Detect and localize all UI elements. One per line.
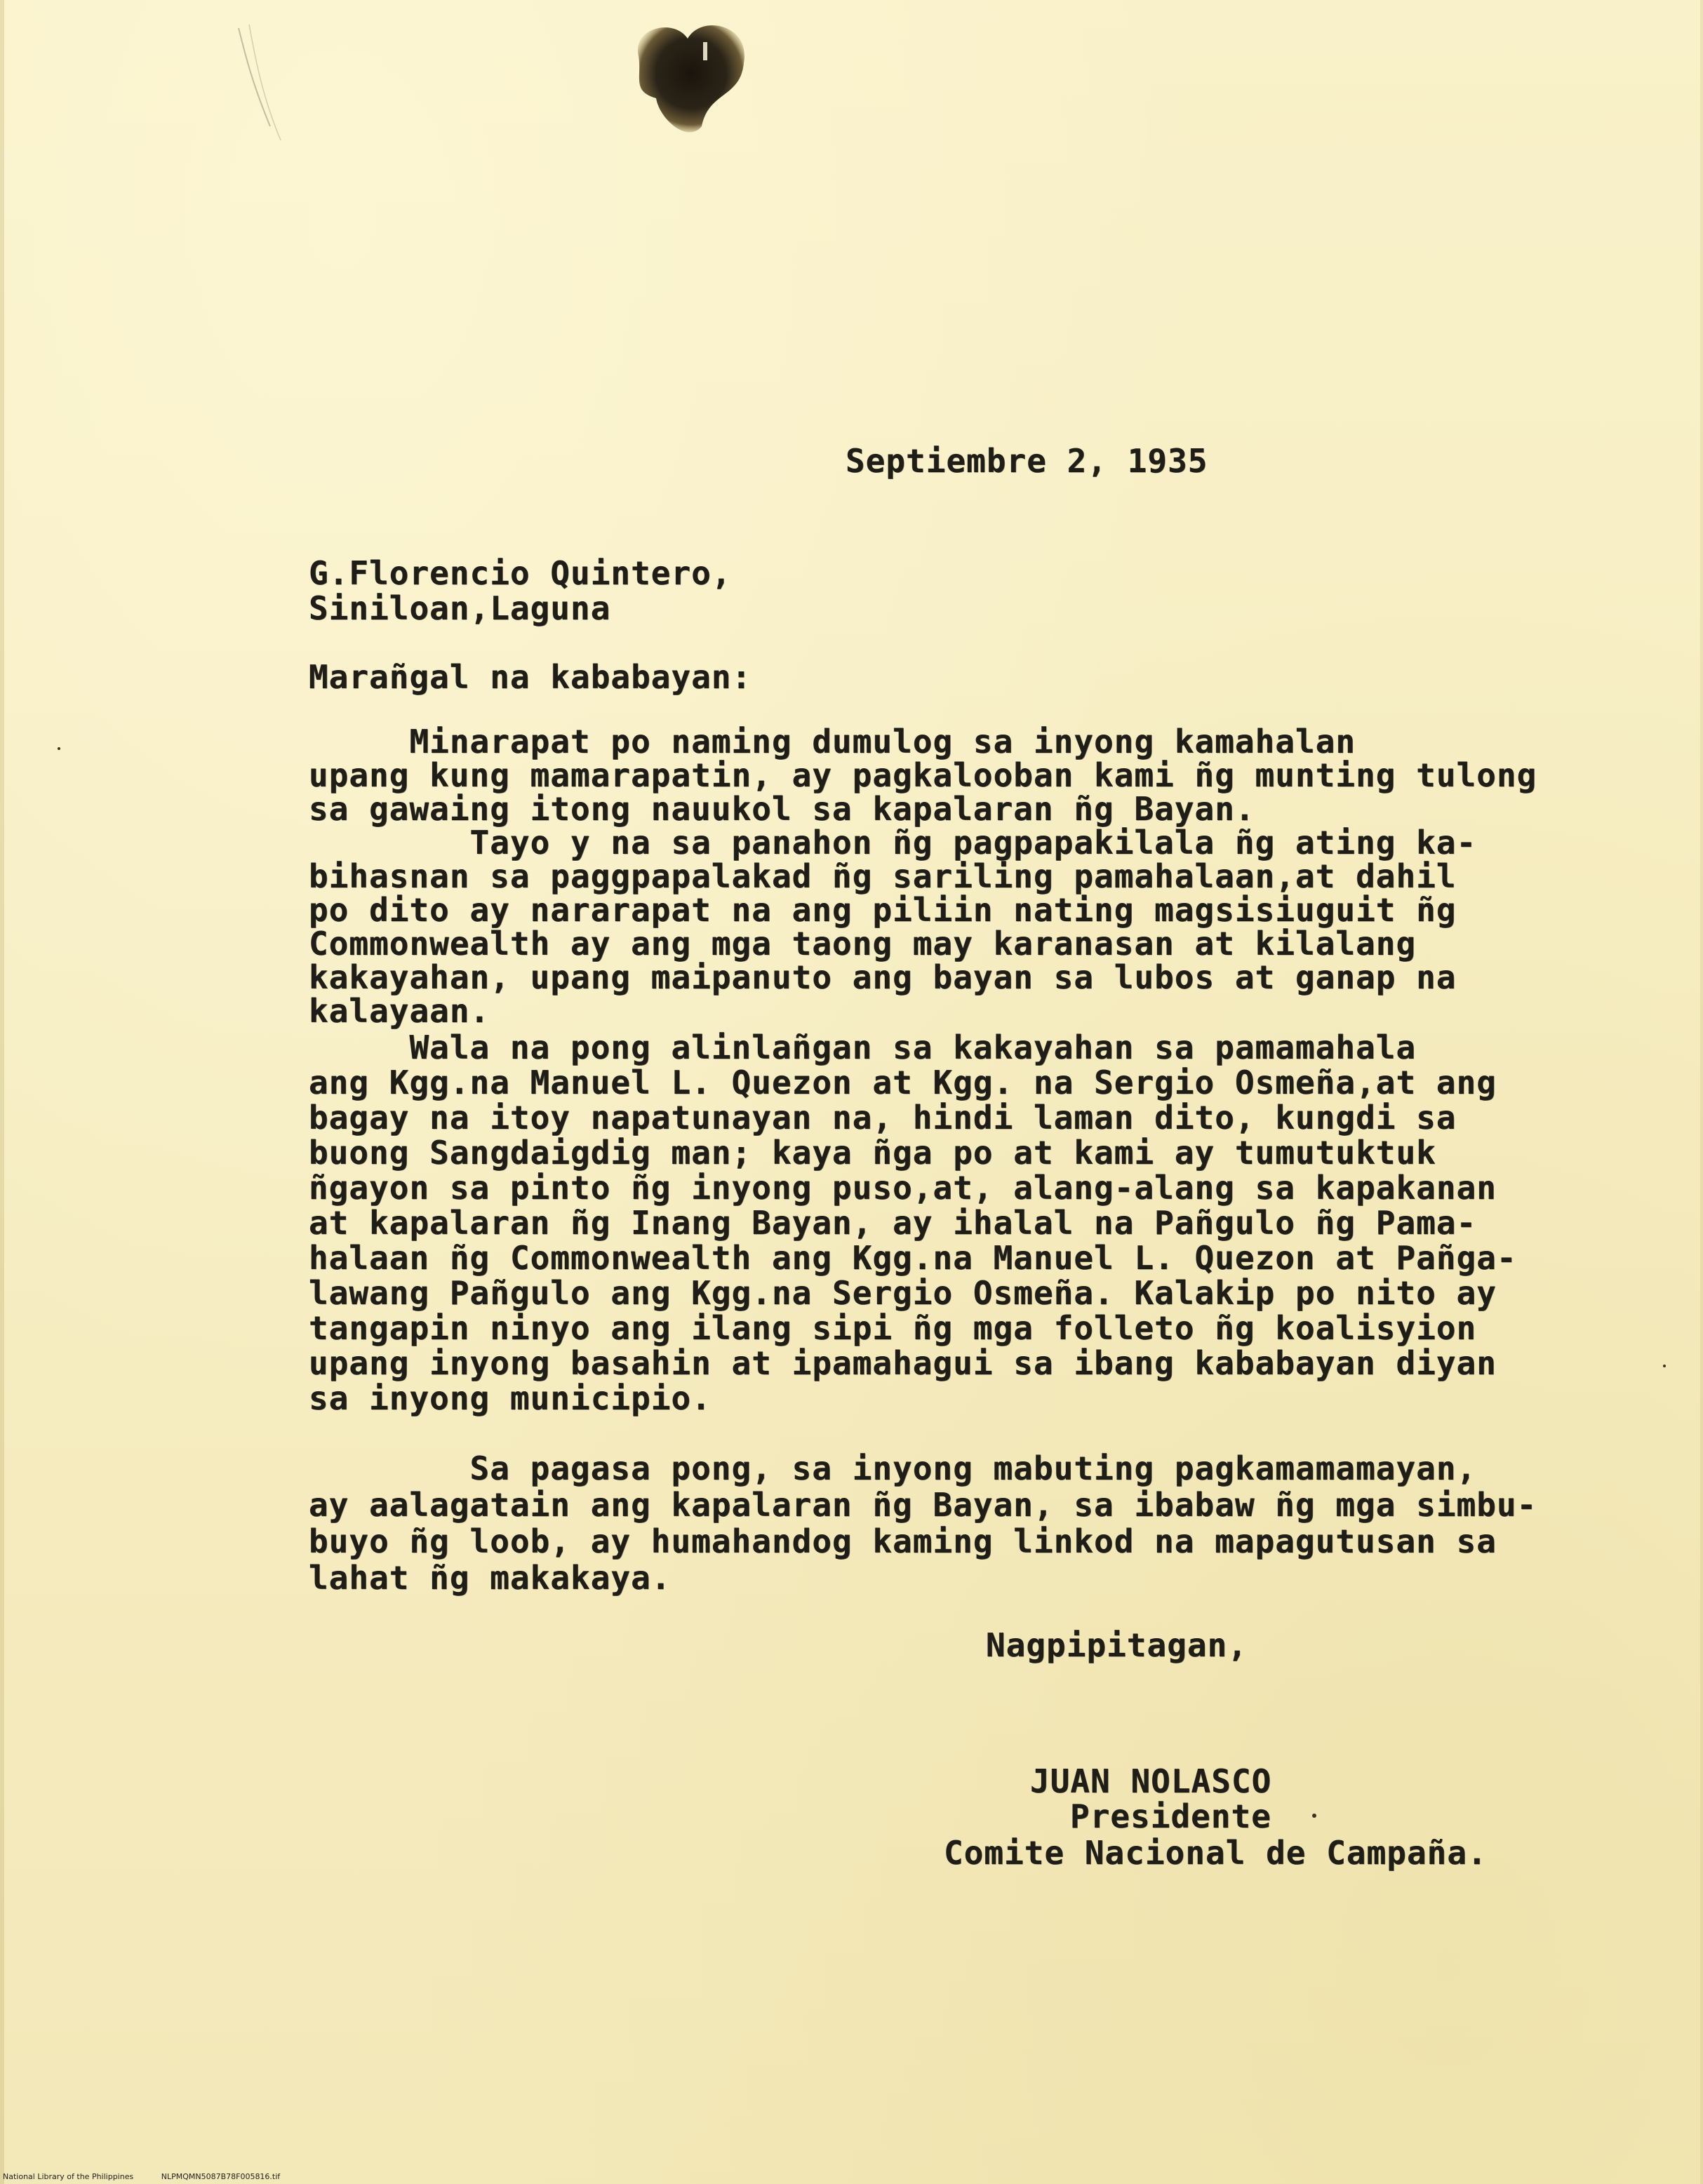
- signatory-title: Presidente: [1070, 1797, 1271, 1835]
- body-line: at kapalaran ñg Inang Bayan, ay ihalal na Pañgulo ñg Pama-: [309, 1204, 1477, 1242]
- recipient-name: G.Florencio Quintero,: [309, 554, 732, 592]
- body-line: tangapin ninyo ang ilang sipi ñg mga folleto ñg koalisyion: [309, 1309, 1477, 1347]
- body-line: bagay na itoy napatunayan na, hindi laman dito, kungdi sa: [309, 1099, 1457, 1137]
- footer-file-id: NLPMQMN5087B78F005816.tif: [161, 2172, 281, 2181]
- body-line: sa gawaing itong nauukol sa kapalaran ñg Bayan.: [309, 790, 1255, 828]
- body-line: Wala na pong alinlañgan sa kakayahan sa pamamahala: [309, 1029, 1417, 1066]
- body-line: kakayahan, upang maipanuto ang bayan sa lubos at ganap na: [309, 958, 1457, 996]
- ink-speck: [1312, 1814, 1316, 1818]
- footer-library: National Library of the Philippines: [3, 2172, 134, 2181]
- body-line: bihasnan sa paggpapalakad ñg sariling pamahalaan,at dahil: [309, 857, 1457, 895]
- body-line: Tayo y na sa panahon ñg pagpapakilala ñg ating ka-: [309, 824, 1477, 862]
- body-line: Minarapat po naming dumulog sa inyong kamahalan: [309, 723, 1356, 761]
- letter-date: Septiembre 2, 1935: [846, 442, 1208, 480]
- body-line: sa inyong municipio.: [309, 1379, 712, 1417]
- body-line: Sa pagasa pong, sa inyong mabuting pagkamamamayan,: [309, 1449, 1477, 1487]
- pencil-mark-graphic: [232, 21, 295, 147]
- body-line: kalayaan.: [309, 992, 490, 1030]
- closing: Nagpipitagan,: [986, 1626, 1248, 1664]
- body-line: upang kung mamarapatin, ay pagkalooban kami ñg munting tulong: [309, 756, 1537, 794]
- body-line: po dito ay nararapat na ang piliin nating magsisiuguit ñg: [309, 891, 1457, 929]
- signatory-organization: Comite Nacional de Campaña.: [944, 1834, 1488, 1872]
- ink-speck: [58, 747, 60, 750]
- body-line: lawang Pañgulo ang Kgg.na Sergio Osmeña. Kalakip po nito ay: [309, 1274, 1497, 1312]
- body-line: buong Sangdaigdig man; kaya ñga po at kami ay tumutuktuk: [309, 1134, 1436, 1172]
- body-line: upang inyong basahin at ipamahagui sa ibang kababayan diyan: [309, 1344, 1497, 1382]
- salutation: Marañgal na kababayan:: [309, 658, 752, 696]
- ink-speck: [1663, 1365, 1666, 1367]
- body-line: ang Kgg.na Manuel L. Quezon at Kgg. na Sergio Osmeña,at ang: [309, 1064, 1497, 1101]
- body-line: ay aalagatain ang kapalaran ñg Bayan, sa ibabaw ñg mga simbu-: [309, 1486, 1537, 1524]
- archive-footer: [3, 2172, 305, 2181]
- body-line: ñgayon sa pinto ñg inyong puso,at, alang-alang sa kapakanan: [309, 1169, 1497, 1207]
- body-line: lahat ñg makakaya.: [309, 1559, 672, 1597]
- body-line: halaan ñg Commonwealth ang Kgg.na Manuel L. Quezon at Pañga-: [309, 1239, 1517, 1277]
- body-line: Commonwealth ay ang mga taong may karanasan at kilalang: [309, 925, 1417, 963]
- recipient-location: Siniloan,Laguna: [309, 589, 611, 627]
- burn-hole-graphic: [617, 14, 758, 147]
- signatory-name: JUAN NOLASCO: [1030, 1762, 1272, 1800]
- body-line: buyo ñg loob, ay humahandog kaming linkod na mapagutusan sa: [309, 1522, 1497, 1560]
